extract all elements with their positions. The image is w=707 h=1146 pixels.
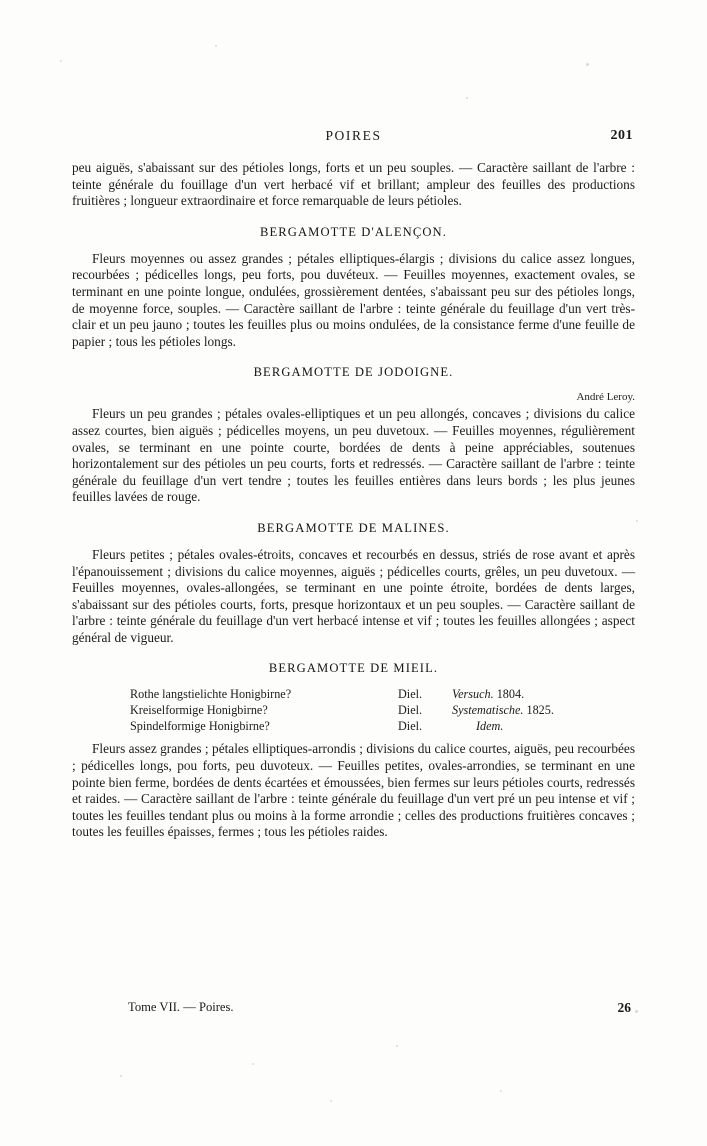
synonym-work-title: Systematische. [452, 703, 524, 718]
synonym-work [452, 687, 554, 703]
table-row [130, 719, 554, 735]
synonym-work-title: Versuch. [452, 687, 494, 702]
running-head [72, 128, 635, 150]
scan-speck [636, 520, 638, 522]
synonym-year: 1804. [496, 687, 525, 702]
section-heading-bergamotte-de-jodoigne: BERGAMOTTE DE JODOIGNE. [253, 365, 454, 380]
section-heading-bergamotte-de-malines: BERGAMOTTE DE MALINES. [257, 520, 450, 535]
scan-speck [60, 60, 62, 62]
scan-speck [500, 1090, 502, 1092]
signature-number: 26 [617, 1000, 631, 1015]
synonym-reference-table [130, 687, 554, 735]
section-text-bergamotte-dalencon: Fleurs moyennes ou assez grandes ; pétales elliptiques-élargis ; divisions du calice assez longues, recourbées ; pédicelles longs, peu forts, pou duvéteux. — Feuilles moyennes, exactement ovales, se terminant en une pointe longue, ondulées, grossièrement dentées, s'abaissant peu sur des pétioles longs, de moyenne force, souples. — Caractère saillant de l'arbre : teinte générale du feuillage d'un vert très-clair et un peu jauno ; toutes les feuilles plus ou moins ondulées, de la consistance ferme d'une feuille de papier ; tous les pétioles longs. [72, 250, 635, 349]
section-text-bergamotte-de-malines: Fleurs petites ; pétales ovales-étroits, concaves et recourbés en dessus, striés de rose avant et après l'épanouissement ; divisions du calice moyennes, aiguës ; pédicelles courts, grêles, un peu duvetoux. — Feuilles moyennes, ovales-allongées, se terminant en une pointe étroite, bordées de dents larges, s'abaissant sur des pétioles courts, forts, presque horizontaux et un peu souples. — Caractère saillant de l'arbre : teinte générale du feuillage d'un vert herbacé intense et vif ; toutes les feuilles allongées ; aspect général de vigueur. [72, 546, 635, 645]
section-text-bergamotte-de-mieil: Fleurs assez grandes ; pétales elliptiques-arrondis ; divisions du calice courtes, aiguës, peu recourbées ; pédicelles longs, pou forts, peu duvoteux. — Feuilles petites, ovales-arrondies, se terminant en une pointe bien ferme, bordées de dents écartées et émoussées, bien fermes sur leurs pétioles courts, redressés et raides. — Caractère saillant de l'arbre : teinte générale du feuillage d'un vert pré un peu intense et vif ; toutes les feuilles tendant plus ou moins à la forme arrondie ; celles des productions fruitières concaves ; toutes les feuilles épaisses, fermes ; tous les pétioles raides. [72, 741, 635, 840]
synonym-author: Diel. [398, 719, 423, 734]
page-number: 201 [610, 128, 633, 143]
synonym-title: Spindelformige Honigbirne? [130, 719, 270, 734]
synonym-work [452, 703, 554, 719]
section-text-bergamotte-de-jodoigne: Fleurs un peu grandes ; pétales ovales-elliptiques et un peu allongés, concaves ; divisions du calice assez courtes, bien aiguës ; pédicelles moyens, un peu duvetoux. — Feuilles moyennes, régulièrement ovales, se terminant en une pointe courte, bordées de dents à peine appréciables, soutenues horizontalement sur des pétioles un peu courts, forts et redressés. — Caractère saillant de l'arbre : teinte générale du feuillage d'un vert tendre ; toutes les feuilles entières dans leurs bords ; les plus jeunes feuilles lavées de rouge. [72, 406, 635, 505]
table-row [130, 703, 554, 719]
scan-speck [586, 63, 589, 66]
page-content [72, 128, 635, 841]
scan-speck [635, 1010, 638, 1013]
synonym-author: Diel. [398, 687, 423, 702]
synonym-title: Rothe langstielichte Honigbirne? [130, 687, 292, 702]
scan-speck [252, 1063, 254, 1065]
section-heading-bergamotte-dalencon: BERGAMOTTE D'ALENÇON. [260, 224, 447, 239]
scan-speck [120, 1075, 122, 1077]
synonym-title: Kreiselformige Honigbirne? [130, 703, 268, 718]
synonym-work [452, 719, 554, 735]
scan-speck [330, 1100, 332, 1102]
scan-speck [215, 45, 217, 47]
synonym-author: Diel. [398, 703, 423, 718]
volume-signature: Tome VII. — Poires. [128, 1000, 234, 1014]
synonym-work-title: Idem. [476, 719, 504, 734]
section-attribution-bergamotte-de-jodoigne: André Leroy. [576, 391, 635, 404]
continued-paragraph: peu aiguës, s'abaissant sur des pétioles longs, forts et un peu souples. — Caractère saillant de l'arbre : teinte générale du fouillage d'un vert herbacé vif et brillant; ampleur des feuilles des productions fruitières ; longueur extraordinaire et force remarquable de leurs pétioles. [72, 160, 635, 209]
synonym-year: 1825. [526, 703, 554, 718]
scan-speck [396, 1045, 398, 1047]
running-head-title: POIRES [325, 128, 382, 143]
scan-speck [466, 97, 468, 99]
signature-line [72, 1000, 635, 1018]
section-heading-bergamotte-de-mieil: BERGAMOTTE DE MIEIL. [268, 661, 439, 676]
table-row [130, 687, 554, 703]
